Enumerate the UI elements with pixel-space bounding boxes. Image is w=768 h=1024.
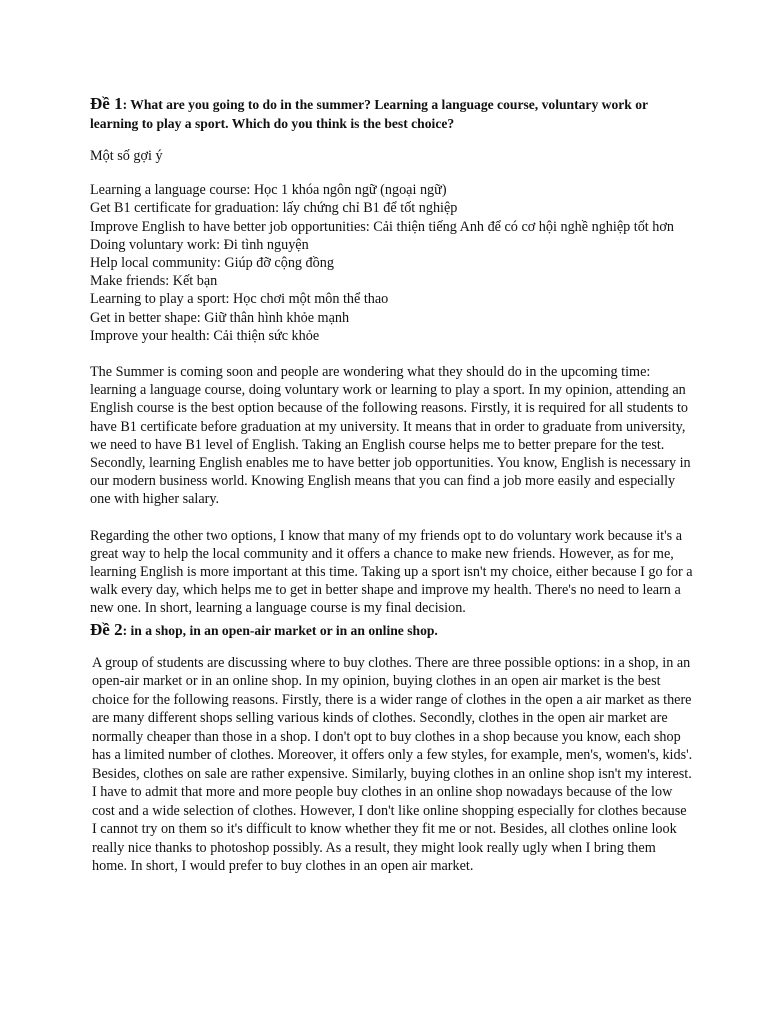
section1-paragraph-2: Regarding the other two options, I know that many of my friends opt to do voluntary work because it's a great way to help the local community and it offers a chance to make new friends. However, as for me, learning English is more important at this time. Taking up a sport isn't my choice, either because I go for a walk every day, which helps me to get in better shape and improve my health. There's no need to learn a new one. In short, learning a language course is my final decision. — [90, 527, 693, 617]
hint-item: Make friends: Kết bạn — [90, 273, 218, 290]
section1-label: Đề 1 — [90, 94, 123, 113]
hint-item: Doing voluntary work: Đi tình nguyện — [90, 236, 309, 253]
section1-paragraph-1: The Summer is coming soon and people are wondering what they should do in the upcoming time: learning a language course, doing voluntary work or learning to play a sport. In my opinion, attending an English course is the best option because of the following reasons. Firstly, it is required for all students to have B1 certificate before graduation at my university. It means that in order to graduate from university, we need to have B1 level of English. Taking an English course helps me to better prepare for the test. Secondly, learning English enables me to have better job opportunities. You know, English is necessary in our modern business world. Knowing English means that you can find a job more easily and especially one with higher salary. — [90, 364, 691, 508]
hint-item: Improve English to have better job opportunities: Cải thiện tiếng Anh để có cơ hội nghề nghiệp tốt hơn — [90, 218, 674, 235]
section2-heading — [90, 620, 694, 640]
section2-question: : in a shop, in an open-air market or in an online shop. — [122, 622, 438, 638]
document-page — [90, 94, 694, 876]
section2-paragraph: A group of students are discussing where to buy clothes. There are three possible options: in a shop, in an open-air market or in an online shop. In my opinion, buying clothes in an open air market is the best choice for the following reasons. Firstly, there is a wider range of clothes in the open a air market as there are many different shops selling various kinds of clothes. Secondly, clothes in the open air market are normally cheaper than those in a shop. I don't opt to buy clothes in a shop because you know, each shop has a limited number of clothes. Moreover, it offers only a few styles, for example, men's, women's, kids'. Besides, clothes on sale are rather expensive. Similarly, buying clothes in an online shop isn't my interest. I have to admit that more and more people buy clothes in an online shop nowadays because of the low cost and a wide selection of clothes. However, I don't like online shopping especially for clothes because I cannot try on them so it's difficult to know whether they fit me or not. Besides, all clothes online look really nice thanks to photoshop possibly. As a result, they might look really ugly when I bring them home. In short, I would prefer to buy clothes in an open air market. — [92, 654, 693, 875]
hint-title: Một số gợi ý — [90, 148, 163, 164]
section2-label: Đề 2 — [90, 619, 123, 639]
hint-item: Learning a language course: Học 1 khóa ngôn ngữ (ngoại ngữ) — [90, 182, 447, 199]
hint-list — [90, 181, 694, 345]
hint-item: Help local community: Giúp đỡ cộng đồng — [90, 255, 334, 272]
section1-question: : What are you going to do in the summer? Learning a language course, voluntary work or learning to play a sport. Which do you think is the best choice? — [90, 97, 648, 131]
hint-item: Get B1 certificate for graduation: lấy chứng chỉ B1 để tốt nghiệp — [90, 200, 458, 217]
hint-item: Get in better shape: Giữ thân hình khỏe mạnh — [90, 309, 350, 326]
hint-item: Improve your health: Cải thiện sức khỏe — [90, 327, 320, 344]
hint-item: Learning to play a sport: Học chơi một môn thể thao — [90, 291, 389, 308]
section1-heading — [90, 94, 694, 133]
